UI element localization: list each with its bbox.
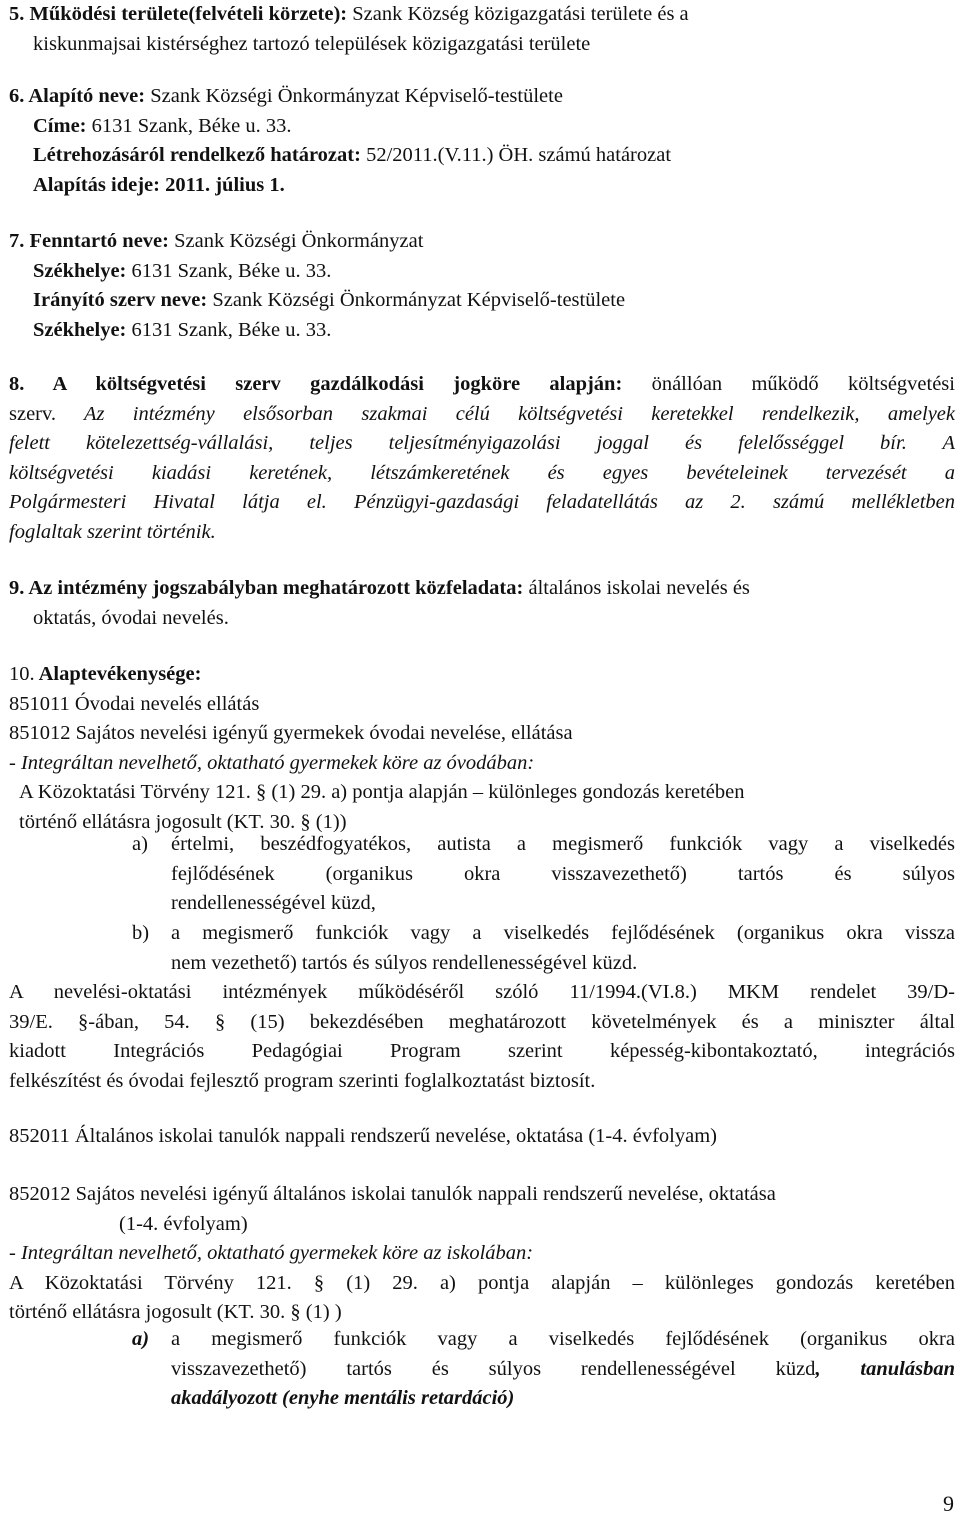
law2-line-2: történő ellátásra jogosult (KT. 30. § (1) ) — [9, 1301, 342, 1323]
director-value: Szank Községi Önkormányzat Képviselő-testülete — [207, 289, 626, 311]
decree-label: Létrehozásáról rendelkező határozat: — [33, 144, 361, 166]
list2-item-a-line-1: a megismerő funkciók vagy a viselkedés fejlődésének (organikus okra — [171, 1328, 955, 1350]
activity-852012-block — [9, 1180, 955, 1328]
activity-852011: 852011 Általános iskolai tanulók nappali rendszerű nevelése, oktatása (1-4. évfolyam) — [9, 1125, 717, 1147]
section-8-line-2-italic: Az intézmény elsősorban szakmai célú költségvetési keretekkel rendelkezik, amelyek — [56, 402, 955, 425]
activity-852012-line-1: 852012 Sajátos nevelési igényű általános iskolai tanulók nappali rendszerű nevelése, oktatása — [9, 1183, 776, 1205]
founder-address-value: 6131 Szank, Béke u. 33. — [86, 114, 292, 137]
kindergarten-integration-note — [9, 749, 955, 779]
section-5-line-1 — [9, 0, 955, 30]
list2-item-a-text — [171, 1325, 955, 1414]
section-8-line-1 — [9, 370, 955, 400]
decree-paragraph-line-4: felkészítést és óvodai fejlesztő program szerinti foglalkoztatást biztosít. — [9, 1069, 596, 1092]
decree-paragraph-line-1: A nevelési-oktatási intézmények működéséről szóló 11/1994.(VI.8.) MKM rendelet 39/D- — [9, 981, 955, 1003]
maintainer-line — [9, 227, 955, 257]
director-line — [9, 286, 955, 316]
list1-item-a-line-2: fejlődésének (organikus okra visszavezethető) tartós és súlyos — [171, 862, 955, 885]
list2-item-a-line-2-emph: , tanulásban — [815, 1357, 955, 1380]
section-8-line-6: foglaltak szerint történik. — [9, 520, 216, 543]
law2-line-1: A Közoktatási Törvény 121. § (1) 29. a) pontja alapján – különleges gondozás keretében — [9, 1271, 955, 1294]
section-8 — [9, 370, 955, 547]
note-dash: - — [9, 751, 21, 774]
founder-heading: 6. Alapító neve: — [9, 85, 146, 107]
decree-line — [9, 141, 955, 171]
maintainer-value: Szank Községi Önkormányzat — [168, 230, 424, 252]
list1-item-b — [132, 919, 955, 978]
list1-item-b-line-2: nem vezethető) tartós és súlyos rendellenességével küzd. — [171, 951, 638, 974]
decree-value: 52/2011.(V.11.) ÖH. — [360, 144, 534, 166]
section-10-heading-line — [9, 660, 955, 690]
list2-item-a — [132, 1325, 955, 1414]
section-5-text: Szank Község közigazgatási területe és a — [347, 3, 689, 25]
list2-item-a-line-3: akadályozott (enyhe mentális retardáció) — [171, 1387, 515, 1409]
section-9 — [9, 574, 955, 633]
section-8-line-2 — [9, 400, 955, 430]
founder-value: Szank Községi Önkormányzat Képviselő-testülete — [145, 85, 563, 107]
section-10 — [9, 660, 955, 837]
page-number: 9 — [943, 1491, 954, 1516]
maintainer-seat-line — [9, 257, 955, 287]
decree-paragraph-line-3: kiadott Integrációs Pedagógiai Program szerint képesség-kibontakoztató, integrációs — [9, 1040, 955, 1062]
section-7 — [9, 227, 955, 345]
director-seat-value: 6131 Szank, Béke u. 33. — [126, 318, 332, 341]
list1-item-b-label: b) — [132, 922, 150, 944]
section-10-heading: Alaptevékenysége: — [34, 663, 202, 685]
list1-item-b-line-1: a megismerő funkciók vagy a viselkedés fejlődésének (organikus okra vissza — [171, 922, 955, 944]
law1-line-1: A Közoktatási Törvény 121. § (1) 29. a) pontja alapján – különleges gondozás keretében — [19, 781, 745, 803]
maintainer-seat-label: Székhelye: — [33, 259, 127, 282]
section-10-number: 10. — [9, 663, 35, 685]
section-8-line-4: költségvetési kiadási keretének, létszámkeretének és egyes bevételeinek tervezését a — [9, 461, 955, 484]
law1-line-2: történő ellátásra jogosult (KT. 30. § (1)) — [19, 810, 347, 833]
section-8-line-5: Polgármesteri Hivatal látja el. Pénzügyi-gazdasági feladatellátás az 2. számú mellékletben — [9, 491, 955, 513]
list2-item-a-line-2 — [171, 1355, 955, 1385]
list1-item-b-text — [171, 919, 955, 978]
school-integration-note: - Integráltan nevelhető, oktatható gyermekek köre az iskolában: — [9, 1242, 534, 1264]
maintainer-heading: 7. Fenntartó neve: — [9, 230, 169, 252]
list1-item-a-line-3: rendellenességével küzd, — [171, 892, 376, 914]
activity-851011: 851011 Óvodai nevelés ellátás — [9, 692, 260, 715]
section-9-line-2: oktatás, óvodai nevelés. — [33, 606, 229, 629]
note-text: Integráltan nevelhető, oktatható gyermekek köre az óvodában: — [20, 751, 535, 774]
founded-date: Alapítás ideje: 2011. július 1. — [33, 173, 285, 196]
section-8-heading: 8. A költségvetési szerv gazdálkodási jogköre alapján: — [9, 373, 623, 395]
section-6 — [9, 82, 955, 200]
list1-item-a-text — [171, 830, 955, 919]
list2-item-a-label: a) — [132, 1328, 150, 1350]
section-8-value: önállóan működő költségvetési — [622, 373, 955, 395]
activity-852011-block — [9, 1122, 955, 1152]
list1-item-a-label: a) — [132, 833, 148, 855]
activity-851012: 851012 Sajátos nevelési igényű gyermekek óvodai nevelése, ellátása — [9, 722, 573, 744]
list1-item-a-line-1: értelmi, beszédfogyatékos, autista a megismerő funkciók vagy a viselkedés — [171, 833, 955, 855]
list2-item-a-line-2-plain: visszavezethető) tartós és súlyos rendellenességével küzd — [171, 1357, 816, 1380]
director-seat-line — [9, 316, 955, 346]
section-9-line-1 — [9, 574, 955, 604]
founder-line — [9, 82, 955, 112]
activity-852012-line-2: (1-4. évfolyam) — [119, 1212, 248, 1235]
maintainer-seat-value: 6131 Szank, Béke u. 33. — [126, 259, 332, 282]
director-seat-label: Székhelye: — [33, 318, 127, 341]
section-8-line-2-start: szerv. — [9, 402, 57, 425]
section-5-line-2: kiskunmajsai kistérséghez tartozó települések közigazgatási területe — [33, 32, 591, 55]
list1-item-a — [132, 830, 955, 919]
decree-paragraph-line-2: 39/E. §-ában, 54. § (15) bekezdésében meghatározott követelmények és a miniszter által — [9, 1010, 955, 1033]
section-8-line-3: felett kötelezettség-vállalási, teljes teljesítményigazolási joggal és felelősséggel bír. A — [9, 432, 955, 454]
section-9-value: általános iskolai nevelés és — [523, 577, 750, 599]
decree-paragraph — [9, 978, 955, 1096]
founder-address-line — [9, 112, 955, 142]
section-9-number: 9. — [9, 577, 25, 599]
section-5 — [9, 0, 955, 59]
founder-address-label: Címe: — [33, 114, 87, 137]
section-9-heading: Az intézmény jogszabályban meghatározott közfeladata: — [24, 577, 524, 599]
director-label: Irányító szerv neve: — [33, 289, 208, 311]
decree-suffix: számú határozat — [533, 144, 672, 166]
section-5-heading: 5. Működési területe(felvételi körzete): — [9, 3, 348, 25]
